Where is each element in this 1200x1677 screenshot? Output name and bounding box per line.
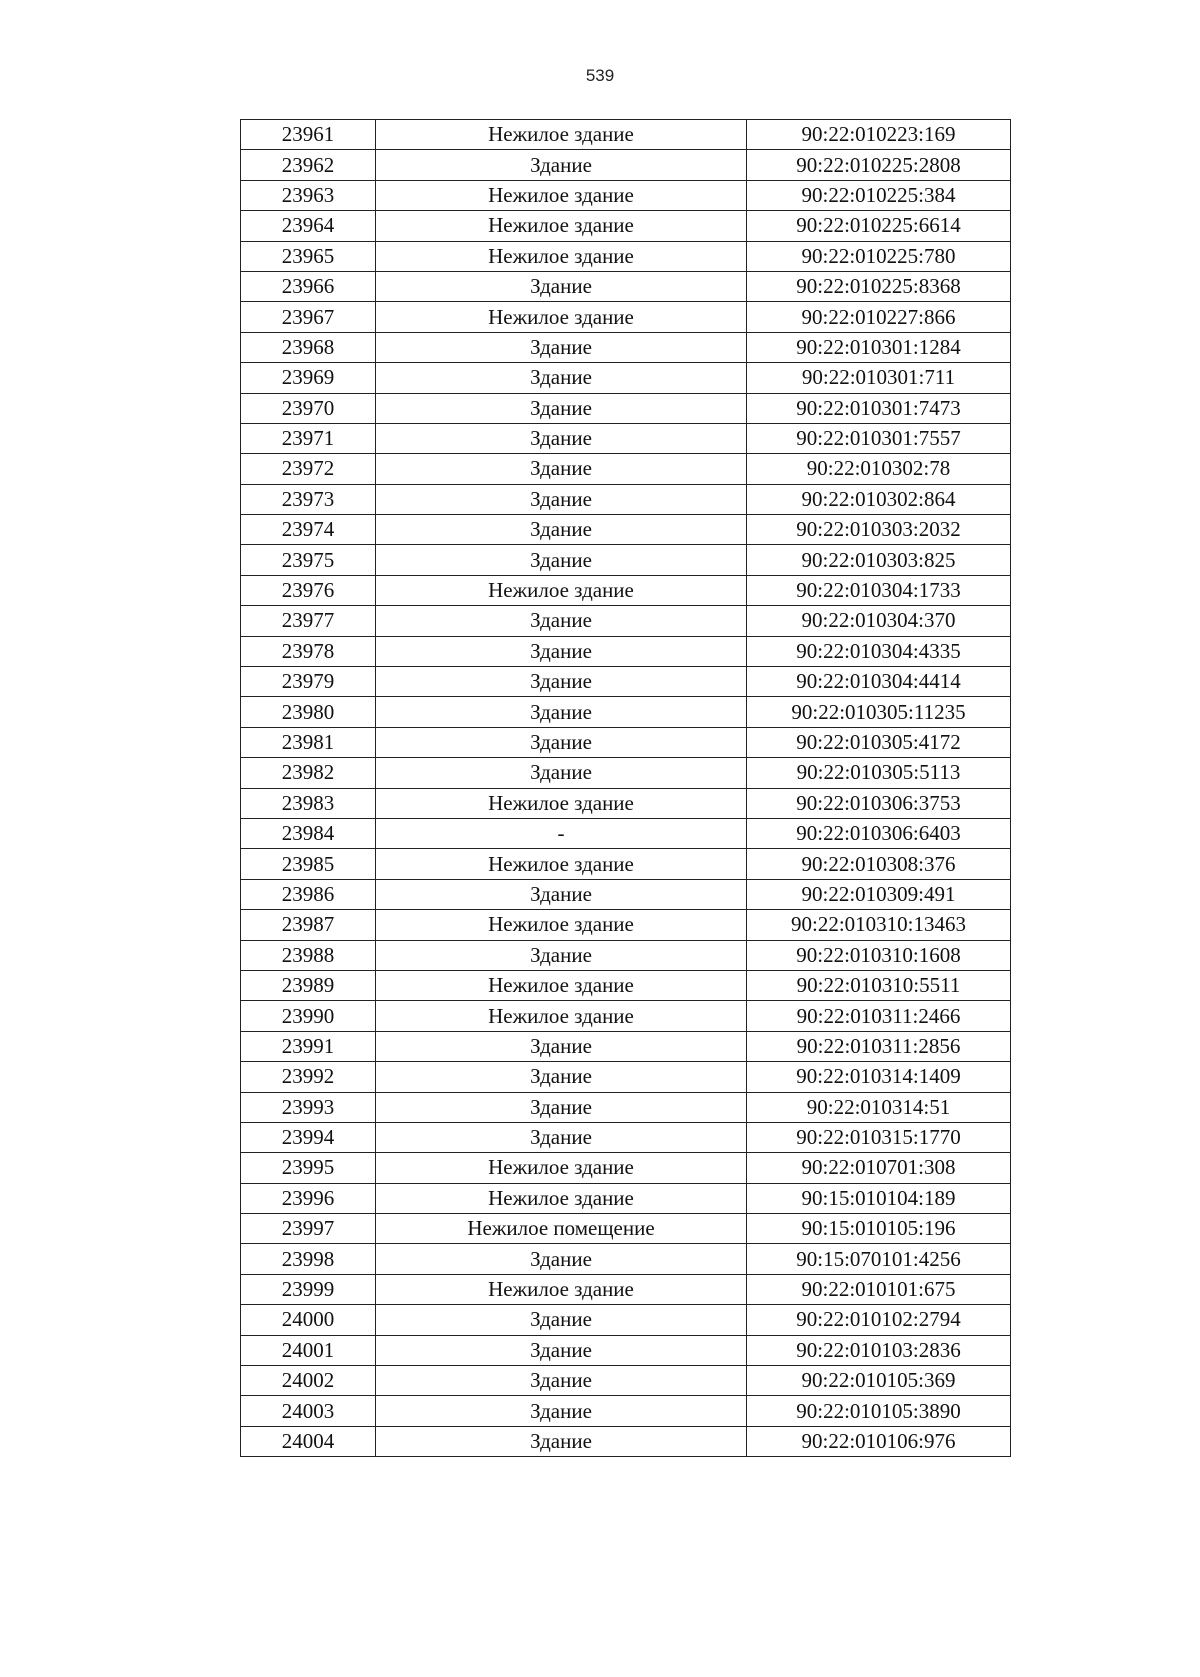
row-number-cell: 23969 xyxy=(241,363,376,393)
cadastral-number-cell: 90:22:010314:1409 xyxy=(747,1062,1011,1092)
table-row xyxy=(241,1305,1011,1335)
table-row xyxy=(241,910,1011,940)
object-name-cell: Здание xyxy=(376,667,747,697)
object-name-cell: Нежилое здание xyxy=(376,180,747,210)
cadastral-number-cell: 90:22:010304:1733 xyxy=(747,575,1011,605)
cadastral-number-cell: 90:22:010302:78 xyxy=(747,454,1011,484)
row-number-cell: 23971 xyxy=(241,423,376,453)
table-row xyxy=(241,849,1011,879)
row-number-cell: 23978 xyxy=(241,636,376,666)
object-name-cell: Здание xyxy=(376,940,747,970)
table-row xyxy=(241,515,1011,545)
object-name-cell: Здание xyxy=(376,484,747,514)
row-number-cell: 23985 xyxy=(241,849,376,879)
object-name-cell: Нежилое здание xyxy=(376,1001,747,1031)
row-number-cell: 23962 xyxy=(241,150,376,180)
row-number-cell: 24004 xyxy=(241,1426,376,1456)
table-row xyxy=(241,1153,1011,1183)
row-number-cell: 23970 xyxy=(241,393,376,423)
object-name-cell: Здание xyxy=(376,454,747,484)
table-row xyxy=(241,484,1011,514)
cadastral-number-cell: 90:22:010225:2808 xyxy=(747,150,1011,180)
table-row xyxy=(241,120,1011,150)
object-name-cell: Здание xyxy=(376,1122,747,1152)
row-number-cell: 23998 xyxy=(241,1244,376,1274)
object-name-cell: Здание xyxy=(376,423,747,453)
cadastral-number-cell: 90:22:010225:384 xyxy=(747,180,1011,210)
object-name-cell: Здание xyxy=(376,636,747,666)
object-name-cell: Здание xyxy=(376,363,747,393)
row-number-cell: 23990 xyxy=(241,1001,376,1031)
row-number-cell: 23977 xyxy=(241,606,376,636)
cadastral-number-cell: 90:22:010301:1284 xyxy=(747,332,1011,362)
table-row xyxy=(241,727,1011,757)
row-number-cell: 23961 xyxy=(241,120,376,150)
object-name-cell: Нежилое здание xyxy=(376,1183,747,1213)
table-row xyxy=(241,211,1011,241)
cadastral-number-cell: 90:22:010301:711 xyxy=(747,363,1011,393)
row-number-cell: 23988 xyxy=(241,940,376,970)
object-name-cell: Нежилое помещение xyxy=(376,1214,747,1244)
cadastral-number-cell: 90:22:010106:976 xyxy=(747,1426,1011,1456)
table-row xyxy=(241,363,1011,393)
table-row xyxy=(241,1001,1011,1031)
object-name-cell: Здание xyxy=(376,758,747,788)
row-number-cell: 23966 xyxy=(241,271,376,301)
page-number: 539 xyxy=(585,66,615,85)
row-number-cell: 23994 xyxy=(241,1122,376,1152)
row-number-cell: 23974 xyxy=(241,515,376,545)
row-number-cell: 24003 xyxy=(241,1396,376,1426)
table-row xyxy=(241,1366,1011,1396)
object-name-cell: Нежилое здание xyxy=(376,241,747,271)
cadastral-number-cell: 90:22:010225:8368 xyxy=(747,271,1011,301)
object-name-cell: Нежилое здание xyxy=(376,120,747,150)
cadastral-number-cell: 90:22:010303:825 xyxy=(747,545,1011,575)
object-name-cell: Здание xyxy=(376,1092,747,1122)
cadastral-number-cell: 90:22:010304:370 xyxy=(747,606,1011,636)
object-name-cell: Здание xyxy=(376,393,747,423)
table-row xyxy=(241,758,1011,788)
row-number-cell: 24002 xyxy=(241,1366,376,1396)
row-number-cell: 23980 xyxy=(241,697,376,727)
object-name-cell: Здание xyxy=(376,515,747,545)
row-number-cell: 24000 xyxy=(241,1305,376,1335)
table-row xyxy=(241,818,1011,848)
object-name-cell: Здание xyxy=(376,1062,747,1092)
cadastral-number-cell: 90:15:010104:189 xyxy=(747,1183,1011,1213)
table-row xyxy=(241,1214,1011,1244)
cadastral-number-cell: 90:22:010301:7473 xyxy=(747,393,1011,423)
table-row xyxy=(241,545,1011,575)
property-table xyxy=(240,119,1011,1457)
row-number-cell: 23963 xyxy=(241,180,376,210)
row-number-cell: 23989 xyxy=(241,970,376,1000)
cadastral-number-cell: 90:22:010103:2836 xyxy=(747,1335,1011,1365)
table-row xyxy=(241,150,1011,180)
table-row xyxy=(241,636,1011,666)
object-name-cell: Здание xyxy=(376,1335,747,1365)
row-number-cell: 23995 xyxy=(241,1153,376,1183)
row-number-cell: 23968 xyxy=(241,332,376,362)
table-row xyxy=(241,879,1011,909)
cadastral-number-cell: 90:22:010303:2032 xyxy=(747,515,1011,545)
row-number-cell: 23967 xyxy=(241,302,376,332)
object-name-cell: Нежилое здание xyxy=(376,575,747,605)
table-row xyxy=(241,606,1011,636)
row-number-cell: 23987 xyxy=(241,910,376,940)
cadastral-number-cell: 90:22:010309:491 xyxy=(747,879,1011,909)
cadastral-number-cell: 90:22:010311:2466 xyxy=(747,1001,1011,1031)
row-number-cell: 23973 xyxy=(241,484,376,514)
cadastral-number-cell: 90:22:010101:675 xyxy=(747,1274,1011,1304)
cadastral-number-cell: 90:22:010305:11235 xyxy=(747,697,1011,727)
table-row xyxy=(241,1031,1011,1061)
table-row xyxy=(241,332,1011,362)
cadastral-number-cell: 90:22:010314:51 xyxy=(747,1092,1011,1122)
cadastral-number-cell: 90:22:010102:2794 xyxy=(747,1305,1011,1335)
cadastral-number-cell: 90:22:010305:4172 xyxy=(747,727,1011,757)
row-number-cell: 23996 xyxy=(241,1183,376,1213)
object-name-cell: Здание xyxy=(376,1426,747,1456)
row-number-cell: 23981 xyxy=(241,727,376,757)
cadastral-number-cell: 90:22:010306:6403 xyxy=(747,818,1011,848)
table-row xyxy=(241,1396,1011,1426)
cadastral-number-cell: 90:22:010305:5113 xyxy=(747,758,1011,788)
table-row xyxy=(241,1092,1011,1122)
row-number-cell: 23983 xyxy=(241,788,376,818)
cadastral-number-cell: 90:22:010105:369 xyxy=(747,1366,1011,1396)
object-name-cell: Нежилое здание xyxy=(376,910,747,940)
object-name-cell: Здание xyxy=(376,1396,747,1426)
row-number-cell: 23991 xyxy=(241,1031,376,1061)
row-number-cell: 23986 xyxy=(241,879,376,909)
table-row xyxy=(241,423,1011,453)
cadastral-number-cell: 90:22:010311:2856 xyxy=(747,1031,1011,1061)
object-name-cell: Здание xyxy=(376,332,747,362)
object-name-cell: Нежилое здание xyxy=(376,211,747,241)
table-body xyxy=(241,120,1011,1457)
table-row xyxy=(241,302,1011,332)
cadastral-number-cell: 90:15:070101:4256 xyxy=(747,1244,1011,1274)
table-row xyxy=(241,1244,1011,1274)
row-number-cell: 23984 xyxy=(241,818,376,848)
object-name-cell: - xyxy=(376,818,747,848)
object-name-cell: Здание xyxy=(376,1305,747,1335)
table-row xyxy=(241,667,1011,697)
row-number-cell: 23979 xyxy=(241,667,376,697)
table-row xyxy=(241,393,1011,423)
table-row xyxy=(241,271,1011,301)
row-number-cell: 23999 xyxy=(241,1274,376,1304)
object-name-cell: Здание xyxy=(376,697,747,727)
cadastral-number-cell: 90:22:010315:1770 xyxy=(747,1122,1011,1152)
object-name-cell: Здание xyxy=(376,150,747,180)
cadastral-number-cell: 90:22:010306:3753 xyxy=(747,788,1011,818)
cadastral-number-cell: 90:22:010304:4414 xyxy=(747,667,1011,697)
table-row xyxy=(241,1183,1011,1213)
row-number-cell: 23993 xyxy=(241,1092,376,1122)
table-row xyxy=(241,1122,1011,1152)
cadastral-number-cell: 90:22:010227:866 xyxy=(747,302,1011,332)
cadastral-number-cell: 90:22:010225:6614 xyxy=(747,211,1011,241)
cadastral-number-cell: 90:22:010308:376 xyxy=(747,849,1011,879)
object-name-cell: Здание xyxy=(376,606,747,636)
cadastral-number-cell: 90:22:010105:3890 xyxy=(747,1396,1011,1426)
object-name-cell: Нежилое здание xyxy=(376,1153,747,1183)
table-row xyxy=(241,970,1011,1000)
cadastral-number-cell: 90:22:010302:864 xyxy=(747,484,1011,514)
object-name-cell: Нежилое здание xyxy=(376,302,747,332)
row-number-cell: 23965 xyxy=(241,241,376,271)
object-name-cell: Здание xyxy=(376,1244,747,1274)
row-number-cell: 23997 xyxy=(241,1214,376,1244)
row-number-cell: 23972 xyxy=(241,454,376,484)
cadastral-number-cell: 90:22:010310:1608 xyxy=(747,940,1011,970)
object-name-cell: Нежилое здание xyxy=(376,849,747,879)
cadastral-number-cell: 90:22:010223:169 xyxy=(747,120,1011,150)
object-name-cell: Здание xyxy=(376,1366,747,1396)
row-number-cell: 23975 xyxy=(241,545,376,575)
table-row xyxy=(241,697,1011,727)
cadastral-number-cell: 90:22:010310:13463 xyxy=(747,910,1011,940)
table-row xyxy=(241,1274,1011,1304)
object-name-cell: Здание xyxy=(376,879,747,909)
object-name-cell: Нежилое здание xyxy=(376,788,747,818)
table-row xyxy=(241,1426,1011,1456)
table-row xyxy=(241,180,1011,210)
cadastral-number-cell: 90:22:010304:4335 xyxy=(747,636,1011,666)
object-name-cell: Здание xyxy=(376,1031,747,1061)
table-row xyxy=(241,241,1011,271)
row-number-cell: 23964 xyxy=(241,211,376,241)
table-row xyxy=(241,1062,1011,1092)
object-name-cell: Здание xyxy=(376,727,747,757)
table-row xyxy=(241,788,1011,818)
table-row xyxy=(241,575,1011,605)
table-row xyxy=(241,940,1011,970)
object-name-cell: Здание xyxy=(376,545,747,575)
cadastral-number-cell: 90:22:010225:780 xyxy=(747,241,1011,271)
cadastral-number-cell: 90:15:010105:196 xyxy=(747,1214,1011,1244)
table-row xyxy=(241,454,1011,484)
object-name-cell: Нежилое здание xyxy=(376,1274,747,1304)
cadastral-number-cell: 90:22:010310:5511 xyxy=(747,970,1011,1000)
table-row xyxy=(241,1335,1011,1365)
row-number-cell: 23976 xyxy=(241,575,376,605)
object-name-cell: Здание xyxy=(376,271,747,301)
cadastral-number-cell: 90:22:010301:7557 xyxy=(747,423,1011,453)
row-number-cell: 23982 xyxy=(241,758,376,788)
row-number-cell: 23992 xyxy=(241,1062,376,1092)
cadastral-number-cell: 90:22:010701:308 xyxy=(747,1153,1011,1183)
object-name-cell: Нежилое здание xyxy=(376,970,747,1000)
row-number-cell: 24001 xyxy=(241,1335,376,1365)
